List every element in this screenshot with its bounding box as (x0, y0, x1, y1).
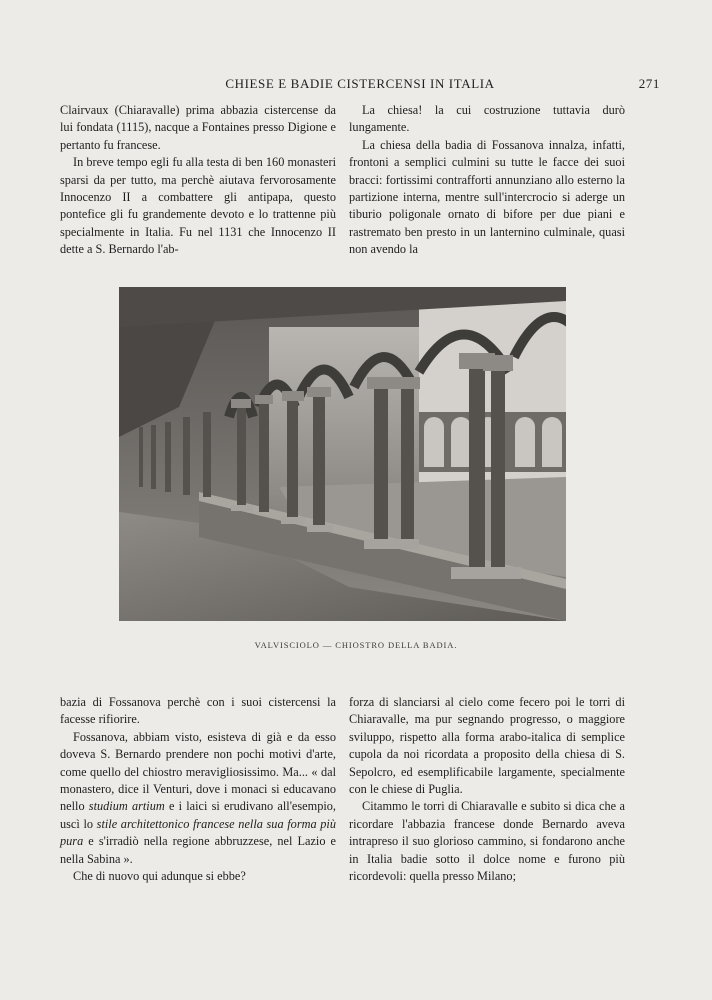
running-head (60, 76, 660, 94)
right-column-top (349, 102, 625, 259)
paragraph: Che di nuovo qui adunque si ebbe? (73, 869, 246, 884)
left-column-top (60, 102, 336, 259)
paragraph: In breve tempo egli fu alla testa di ben 160 monasteri sparsi da per tutto, ma perchè aiutava fervorosamente Innocenzo II a combattere gli antipapa, questo pontefice gli fu grandemente devoto e lo trattenne più specialmente in Italia. Fu nel 1131 che Innocenzo II dette a S. Bernardo l'ab- (60, 155, 336, 257)
cloister-photograph (119, 287, 566, 621)
paragraph (60, 729, 336, 868)
paragraph: La chiesa! la cui costruzione tuttavia durò lungamente. (349, 103, 625, 135)
italic-phrase: stile architettonico francese nella sua forma più pura (60, 816, 336, 849)
left-column-bottom (60, 694, 336, 885)
page-number: 271 (638, 76, 660, 91)
text-run: Fossanova, abbiam visto, esisteva di già e da esso doveva S. Bernardo prendere non pochi motivi d'arte, come quello del chiostro meravigliosissimo. Ma... « dal monastero, dice il Venturi, dove i monaci si educavano nello (60, 729, 336, 814)
right-column-bottom (349, 694, 625, 885)
paragraph: Citammo le torri di Chiaravalle e subito si dica che a ricordare l'abbazia francese donde Bernardo aveva intrapreso il suo glorioso cammino, si fondarono anche in Italia badie sotto il dolce nome e furono più ricordevoli: quella presso Milano; (349, 799, 625, 884)
paragraph: forza di slanciarsi al cielo come fecero poi le torri di Chiaravalle, ma pur segnando progresso, o maggiore sviluppo, rispetto alla forma arabo-italica di semplice cupola da noi ricordata a proposito della chiesa di S. Sepolcro, ed esemplificabile largamente, specialmente con le chiese di Puglia. (349, 695, 625, 797)
paragraph: La chiesa della badia di Fossanova innalza, infatti, frontoni a semplici culmini su tutte le facce dei suoi bracci: fortissimi contrafforti annunziano allo esterno la partizione interna, mentre sull'intercrocio si aderge un tiburio poligonale ornato di bifore per due piani e rastremato ben presto in un lanternino culminale, quasi non avendo la (349, 137, 625, 257)
paragraph: bazia di Fossanova perchè con i suoi cistercensi la facesse rifiorire. (60, 695, 336, 727)
text-run: e i laici si erudivano all'esempio, uscì lo (60, 799, 336, 831)
paragraph: Clairvaux (Chiaravalle) prima abbazia cistercense da lui fondata (1115), nacque a Fontaines presso Digione e pertanto fu francese. (60, 103, 336, 152)
cloister-image (119, 287, 566, 621)
italic-phrase: studium artium (88, 799, 165, 814)
text-run: e s'irradiò nella regione abbruzzese, nel Lazio e nella Sabina ». (60, 834, 336, 866)
running-title: CHIESE E BADIE CISTERCENSI IN ITALIA (225, 76, 495, 91)
figure-caption: VALVISCIOLO — CHIOSTRO DELLA BADIA. (254, 640, 458, 650)
